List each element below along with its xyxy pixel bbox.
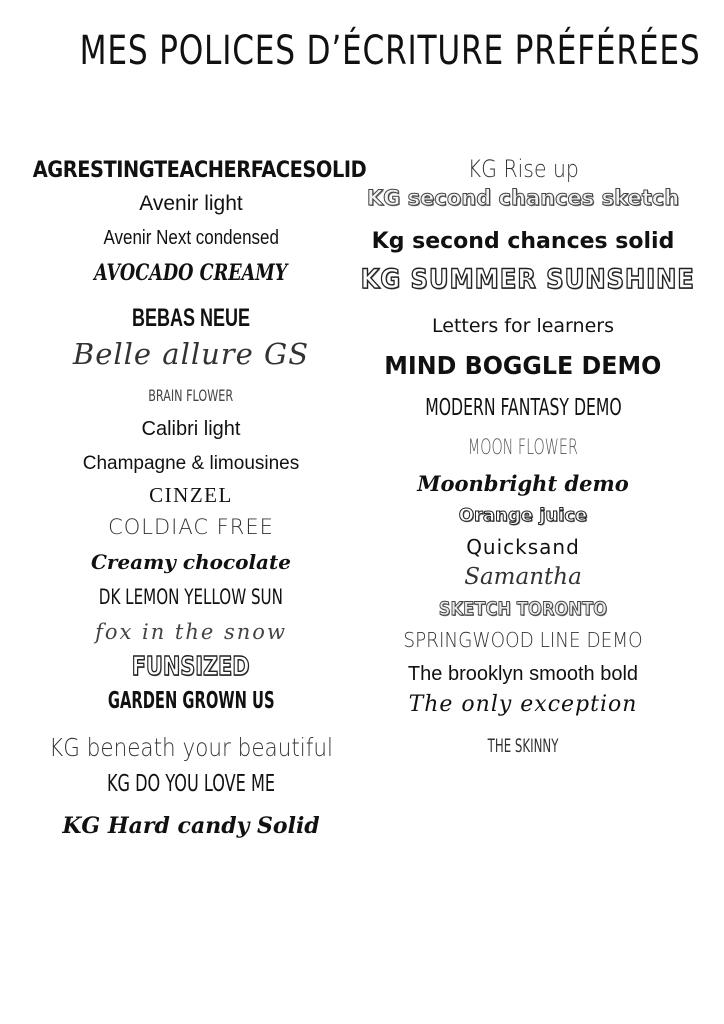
font-name-creamy-chocolate: Creamy chocolate: [91, 550, 291, 574]
font-name-kg-summer-sunshine: KG SUMMER SUNSHINE: [360, 264, 695, 295]
font-name-sketch-toronto: SKETCH TORONTO: [438, 598, 608, 620]
font-name-champagne-limousines: Champagne & limousines: [82, 453, 300, 474]
font-name-kg-beneath-your-beautiful: KG beneath your beautiful: [49, 733, 333, 762]
font-name-coldiac-free: COLDIAC FREE: [108, 515, 274, 539]
font-name-kg-second-chances-sketch: KG second chances sketch: [366, 186, 680, 210]
font-name-mind-boggle-demo: MIND BOGGLE DEMO: [384, 351, 662, 380]
font-name-fox-in-the-snow: fox in the snow: [95, 620, 287, 644]
font-name-letters-for-learners: Letters for learners: [432, 315, 614, 337]
font-name-orange-juice: Orange juice: [458, 505, 588, 526]
font-name-kg-do-you-love-me: KG DO YOU LOVE ME: [106, 771, 276, 797]
font-name-avenir-light: Avenir light: [139, 192, 243, 215]
font-name-agrestingteacherfacesolid: AGRESTINGTEACHERFACESOLID: [32, 158, 367, 183]
font-name-moon-flower: MOON FLOWER: [468, 435, 578, 459]
font-name-bebas-neue: BEBAS NEUE: [131, 304, 251, 332]
font-name-kg-hard-candy-solid: KG Hard candy Solid: [62, 813, 320, 839]
font-name-modern-fantasy-demo: MODERN FANTASY DEMO: [424, 395, 622, 421]
font-name-belle-allure-gs: Belle allure GS: [72, 337, 310, 371]
font-name-funsized: FUNSIZED: [132, 652, 250, 682]
font-name-avocado-creamy: AVOCADO CREAMY: [94, 260, 288, 286]
font-name-kg-second-chances-solid: Kg second chances solid: [371, 229, 675, 254]
font-name-quicksand: Quicksand: [466, 535, 580, 559]
font-name-brain-flower: BRAIN FLOWER: [148, 386, 234, 405]
font-name-kg-rise-up: KG Rise up: [467, 155, 579, 183]
font-name-springwood-line-demo: SPRINGWOOD LINE DEMO: [403, 628, 643, 652]
font-name-calibri-light: Calibri light: [141, 418, 241, 440]
font-name-moonbright-demo: Moonbright demo: [417, 471, 629, 496]
font-name-samantha: Samantha: [464, 564, 582, 590]
font-name-cinzel: CINZEL: [149, 483, 233, 507]
font-name-the-skinny: THE SKINNY: [487, 735, 559, 757]
font-name-garden-grown-us: GARDEN GROWN US: [107, 688, 275, 714]
font-name-the-brooklyn-smooth-bold: The brooklyn smooth bold: [407, 663, 639, 685]
font-name-dk-lemon-yellow-sun: DK LEMON YELLOW SUN: [98, 585, 284, 609]
font-name-the-only-exception: The only exception: [408, 692, 638, 717]
page-title: MES POLICES D’ÉCRITURE PRÉFÉRÉES: [79, 28, 701, 74]
font-name-avenir-next-condensed: Avenir Next condensed: [103, 227, 279, 249]
